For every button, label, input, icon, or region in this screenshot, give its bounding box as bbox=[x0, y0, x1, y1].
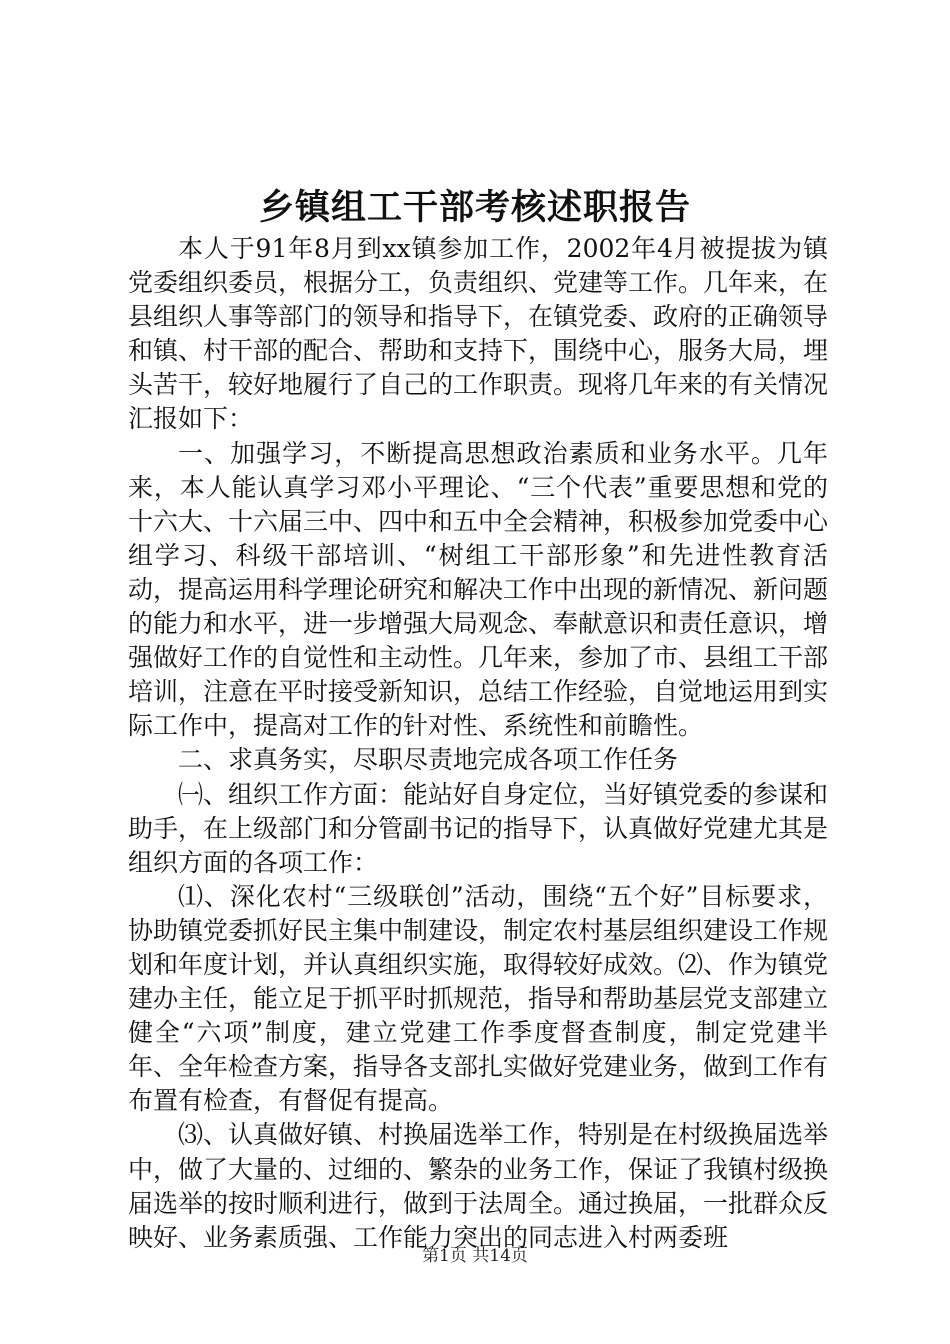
page-number-footer: 第1页 共14页 bbox=[422, 1246, 528, 1266]
document-title: 乡镇组工干部考核述职报告 bbox=[258, 187, 691, 228]
paragraph-section-one: 一、加强学习，不断提高思想政治素质和业务水平。几年来，本人能认真学习邓小平理论、“三个代表”重要思想和党的十六大、十六届三中、四中和五中全会精神，积极参加党委中心组学习、科级干部培训、“树组工干部形象”和先进性教育活动，提高运用科学理论研究和解决工作中出现的新情况、新问题的能力和水平，进一步增强大局观念、奉献意识和责任意识，增强做好工作的自觉性和主动性。几年来，参加了市、县组工干部培训，注意在平时接受新知识，总结工作经验，自觉地运用到实际工作中，提高对工作的针对性、系统性和前瞻性。 bbox=[128, 438, 829, 741]
paragraph-item-three: ⑶、认真做好镇、村换届选举工作，特别是在村级换届选举中，做了大量的、过细的、繁杂的业务工作，保证了我镇村级换届选举的按时顺利进行，做到于法周全。通过换届，一批群众反映好、业务素质强、工作能力突出的同志进入村两委班 bbox=[128, 1120, 829, 1252]
paragraph-item-one-two: ⑴、深化农村“三级联创”活动，围绕“五个好”目标要求，协助镇党委抓好民主集中制建设，制定农村基层组织建设工作规划和年度计划，并认真组织实施，取得较好成效。⑵、作为镇党建办主任，能立足于抓平时抓规范，指导和帮助基层党支部建立健全“六项”制度，建立党建工作季度督查制度，制定党建半年、全年检查方案，指导各支部扎实做好党建业务，做到工作有布置有检查，有督促有提高。 bbox=[128, 881, 829, 1116]
document-body bbox=[128, 232, 828, 1255]
paragraph-section-two-heading: 二、求真务实，尽职尽责地完成各项工作任务 bbox=[178, 745, 679, 775]
paragraph-organization-work: ㈠、组织工作方面：能站好自身定位，当好镇党委的参谋和助手，在上级部门和分管副书记的指导下，认真做好党建尤其是组织方面的各项工作： bbox=[128, 779, 829, 877]
paragraph-intro: 本人于91年8月到xx镇参加工作，2002年4月被提拔为镇党委组织委员，根据分工，负责组织、党建等工作。几年来，在县组织人事等部门的领导和指导下，在镇党委、政府的正确领导和镇、村干部的配合、帮助和支持下，围绕中心，服务大局，埋头苦干，较好地履行了自己的工作职责。现将几年来的有关情况汇报如下： bbox=[128, 234, 829, 434]
